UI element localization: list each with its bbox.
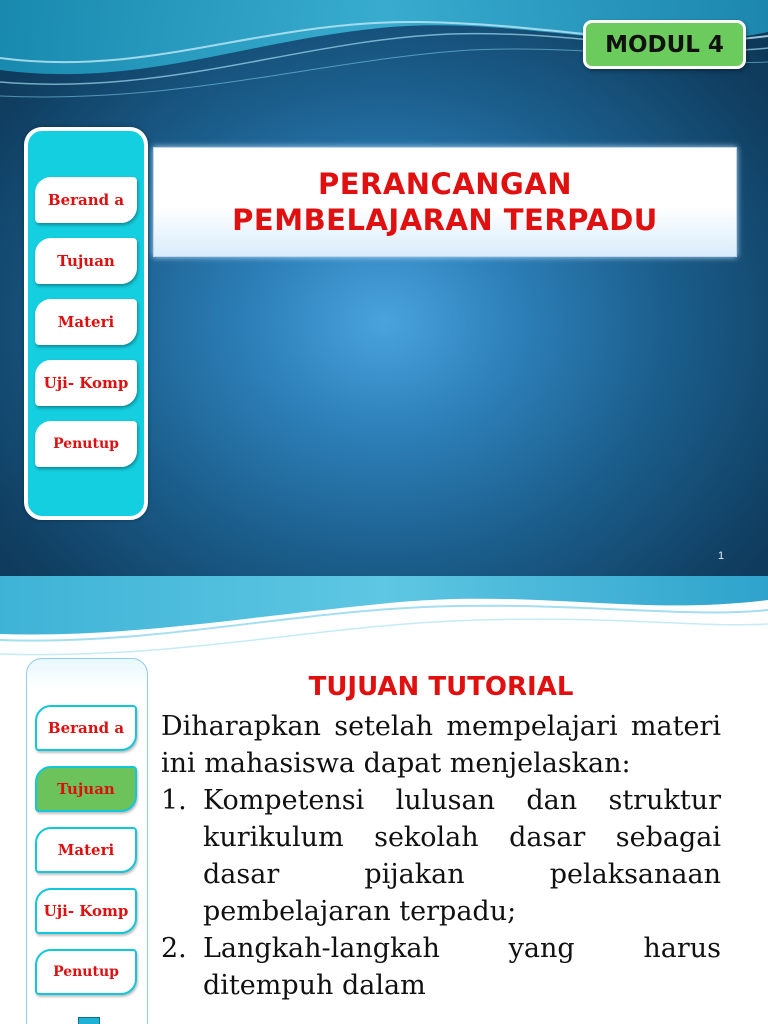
wave-decoration	[0, 576, 768, 666]
slide-2	[0, 576, 768, 1024]
intro-paragraph: Diharapkan setelah mempelajari materi ini mahasiswa dapat menjelaskan:	[161, 711, 721, 779]
list-number: 1.	[161, 785, 187, 816]
home-icon[interactable]	[78, 1017, 100, 1024]
nav-button-uji-komp[interactable]: Uji- Komp	[35, 360, 137, 406]
nav-button-penutup[interactable]: Penutup	[35, 949, 137, 995]
nav-button-materi[interactable]: Materi	[35, 827, 137, 873]
nav-button-tujuan[interactable]: Tujuan	[35, 766, 137, 812]
nav-button-tujuan[interactable]: Tujuan	[35, 238, 137, 284]
section-heading: TUJUAN TUTORIAL	[308, 672, 574, 702]
navigation-panel	[26, 658, 148, 1024]
module-badge: MODUL 4	[583, 20, 746, 69]
list-item	[161, 782, 721, 930]
nav-button-materi[interactable]: Materi	[35, 299, 137, 345]
nav-button-uji-komp[interactable]: Uji- Komp	[35, 888, 137, 934]
list-text: Kompetensi lulusan dan struktur kurikulum sekolah dasar sebagai dasar pijakan pelaksanaan pembelajaran terpadu;	[203, 785, 721, 927]
nav-button-beranda[interactable]: Berand a	[35, 177, 137, 223]
list-number: 2.	[161, 933, 187, 964]
nav-button-penutup[interactable]: Penutup	[35, 421, 137, 467]
title-line-1: PERANCANGAN	[317, 167, 573, 201]
navigation-panel	[24, 127, 148, 520]
list-item	[161, 930, 721, 1004]
nav-button-beranda[interactable]: Berand a	[35, 705, 137, 751]
objectives-list	[161, 782, 721, 1004]
list-text: Langkah-langkah yang harus ditempuh dalam	[203, 933, 721, 1001]
page-number: 1	[718, 550, 725, 562]
objectives-text	[161, 708, 721, 1004]
title-line-2: PEMBELAJARAN TERPADU	[232, 203, 658, 237]
presentation-title	[153, 147, 737, 257]
